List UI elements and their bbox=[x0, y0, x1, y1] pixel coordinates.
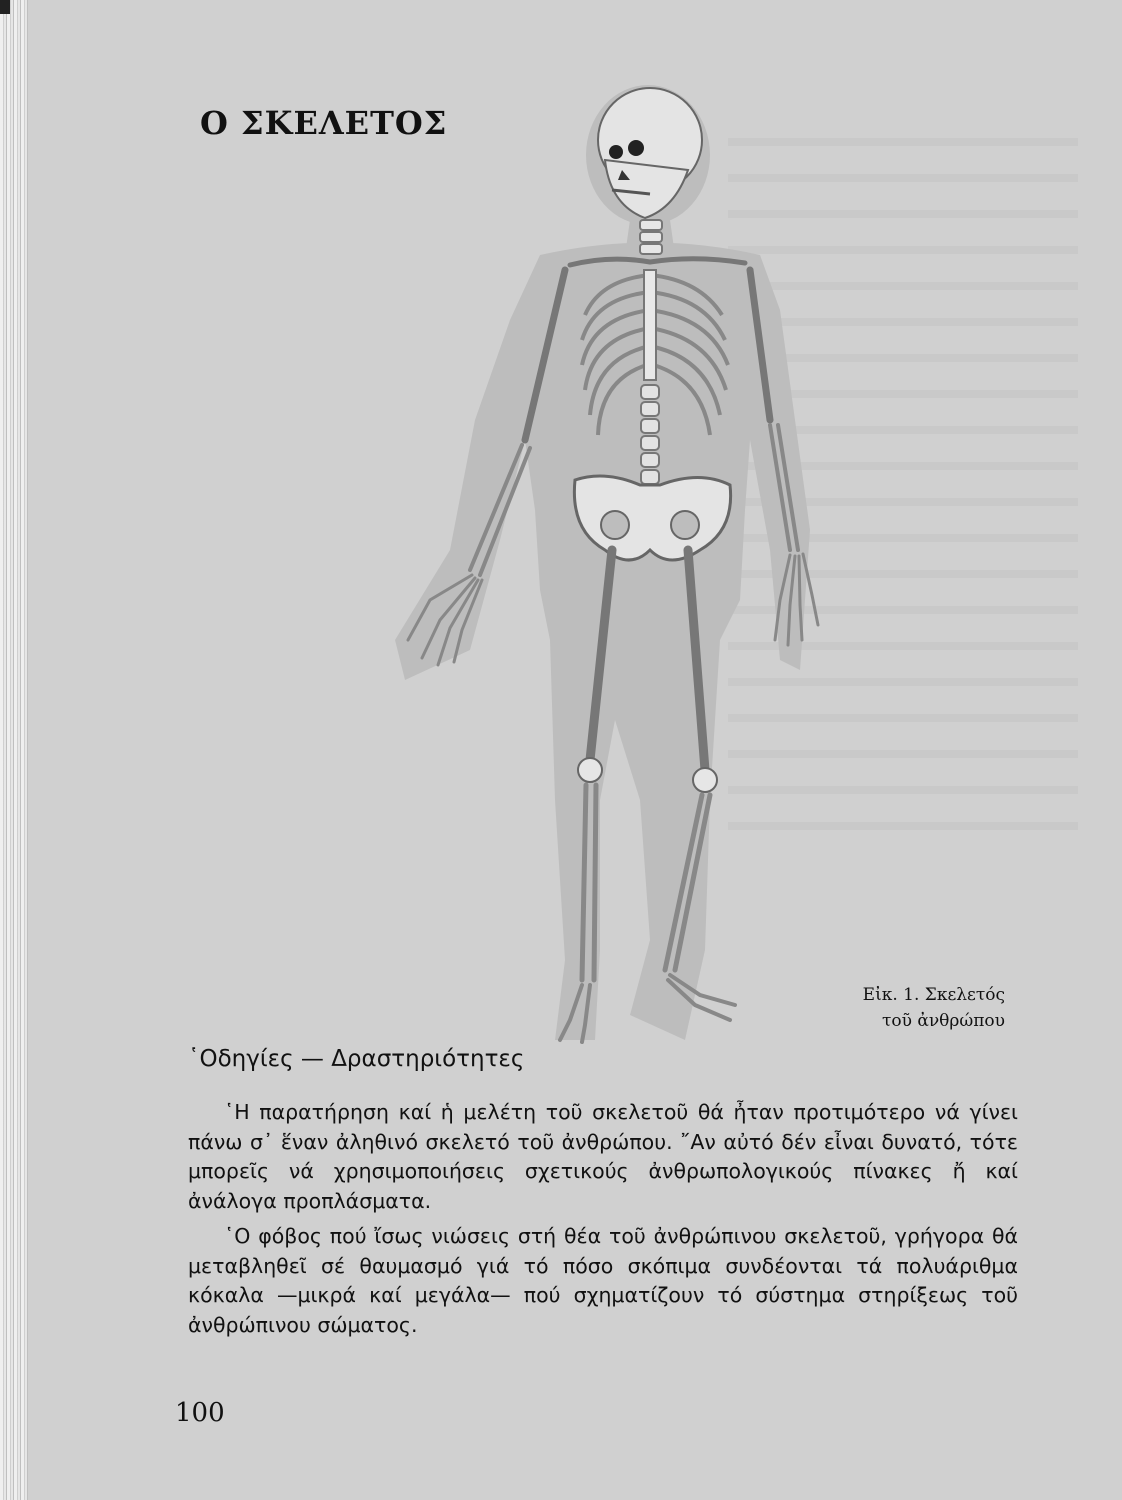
book-spine-edge bbox=[0, 0, 28, 1500]
figure-caption bbox=[800, 982, 1005, 1034]
page-number: 100 bbox=[175, 1398, 225, 1428]
figure-caption-line1: Εἰκ. 1. Σκελετός bbox=[862, 985, 1005, 1005]
figure-caption-line2: τοῦ ἀνθρώπου bbox=[881, 1011, 1005, 1031]
paragraph: ῾Η παρατήρηση καί ἡ μελέτη τοῦ σκελετοῦ θά ἦταν προτιμότερο νά γίνει πάνω σ᾽ ἕναν ἀληθινό σκελετό τοῦ ἀνθρώπου. ῎Αν αὐτό δέν εἶναι δυνατό, τότε μπορεῖς νά χρησιμοποιήσεις σχετικούς ἀνθρωπολογικούς πίνακες ἤ καί ἀνάλογα προπλάσματα. bbox=[188, 1100, 1018, 1213]
paragraph: ῾Ο φόβος πού ἴσως νιώσεις στή θέα τοῦ ἀνθρώπινου σκελετοῦ, γρήγορα θά μεταβληθεῖ σέ θαυμασμό γιά τό πόσο σκόπιμα συνδέονται τά πολυάριθμα κόκαλα —μικρά καί μεγάλα— πού σχηματίζουν τό σύστημα στηρίξεως τοῦ ἀνθρώπινου σώματος. bbox=[188, 1224, 1018, 1337]
corner-mark bbox=[0, 0, 10, 14]
section-heading: ῾Οδηγίες — Δραστηριότητες bbox=[188, 1046, 525, 1072]
skeleton-illustration bbox=[350, 80, 830, 1054]
body-text bbox=[188, 1098, 1018, 1346]
skeleton-icon bbox=[350, 80, 830, 1050]
page-title: Ο ΣΚΕΛΕΤΟΣ bbox=[200, 104, 448, 142]
